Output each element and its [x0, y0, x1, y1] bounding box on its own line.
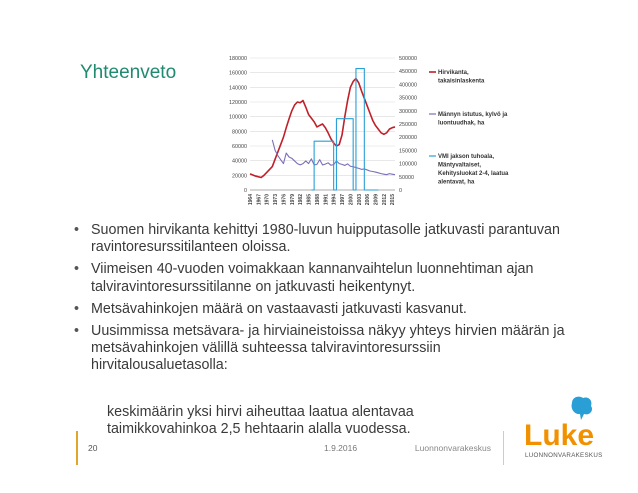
x-tick-label: 2000	[348, 194, 355, 206]
logo-wordmark: Luke	[524, 419, 595, 452]
x-tick-label: 1973	[273, 194, 280, 206]
y-left-tick-label: 0	[244, 188, 247, 194]
x-tick-label: 1964	[248, 194, 254, 206]
bullet-item: • Viimeisen 40-vuoden voimakkaan kannanvaihtelun luonnehtiman ajan talviravintoresurssitilanne on jatkuvasti heikentynyt.	[72, 261, 572, 295]
chart-right-axis	[399, 56, 417, 194]
speech-bubble-icon	[572, 397, 592, 420]
series-line-3	[311, 69, 378, 190]
x-tick-label: 1967	[256, 194, 263, 206]
series-line-1	[250, 79, 395, 178]
bullet-list	[72, 222, 572, 380]
x-tick-label: 1994	[331, 194, 338, 206]
bullet-item: • Uusimmissa metsävara- ja hirviaineistoissa näkyy yhteys hirvien määrän ja metsävahinkojen välillä suhteessa talviravintoresurssiin hirvitalousaluetasolla:	[72, 323, 572, 375]
y-right-tick-label: 450000	[399, 69, 417, 76]
footer-divider	[76, 431, 78, 465]
y-right-tick-label: 0	[399, 188, 402, 194]
x-tick-label: 1988	[314, 194, 321, 206]
luke-logo	[521, 395, 611, 461]
y-right-tick-label: 50000	[399, 174, 414, 181]
x-tick-label: 1979	[289, 194, 296, 206]
y-right-tick-label: 150000	[399, 148, 417, 155]
y-left-tick-label: 180000	[229, 56, 247, 62]
legend-entry: VMI jakson tuhoala, Mäntyvaltaiset, Kehitysluokat 2-4, laatua alentavat, ha	[438, 154, 509, 186]
x-tick-label: 1976	[281, 194, 288, 206]
y-right-tick-label: 350000	[399, 95, 417, 102]
y-left-tick-label: 120000	[229, 100, 247, 106]
x-tick-label: 2003	[356, 194, 363, 206]
chart-legend	[429, 70, 509, 186]
footer-date: 1.9.2016	[324, 443, 358, 453]
x-tick-label: 1991	[323, 194, 330, 206]
x-tick-label: 1997	[340, 194, 347, 206]
logo-tagline: LUONNONVARAKESKUS	[525, 452, 603, 459]
legend-entry: Hirvikanta, takaisinlaskenta	[438, 70, 485, 85]
y-right-tick-label: 100000	[399, 161, 417, 168]
y-right-tick-label: 300000	[399, 108, 417, 115]
chart-x-axis	[248, 190, 396, 205]
x-tick-label: 2015	[390, 194, 397, 206]
x-tick-label: 1985	[306, 194, 313, 206]
slide-title: Yhteenveto	[80, 62, 177, 83]
y-right-tick-label: 250000	[399, 122, 417, 128]
chart-left-axis	[229, 56, 247, 194]
y-left-tick-label: 100000	[229, 114, 247, 121]
y-left-tick-label: 140000	[229, 85, 247, 92]
y-left-tick-label: 160000	[229, 70, 247, 77]
y-left-tick-label: 80000	[232, 129, 247, 136]
legend-entry: Männyn istutus, kylvö ja luontuudhak, ha	[438, 112, 508, 127]
chart-series	[250, 69, 395, 190]
bullet-item: • Suomen hirvikanta kehittyi 1980-luvun huipputasolle jatkuvasti parantuvan ravintoresurssitilanteen oloissa.	[72, 222, 572, 256]
indented-note: keskimäärin yksi hirvi aiheuttaa laatua alentavaa taimikkovahinkoa 2,5 hehtaarin alalla vuodessa.	[107, 404, 414, 438]
bullet-item: • Metsävahinkojen määrä on vastaavasti jatkuvasti kasvanut.	[72, 301, 572, 318]
footer-divider-right	[503, 431, 504, 465]
chart	[214, 52, 538, 218]
y-left-tick-label: 20000	[232, 173, 247, 180]
x-tick-label: 2006	[365, 194, 372, 206]
y-right-tick-label: 500000	[399, 56, 417, 62]
y-right-tick-label: 200000	[399, 135, 417, 142]
x-tick-label: 2012	[381, 194, 388, 206]
footer-organization: Luonnonvarakeskus	[414, 443, 491, 453]
y-left-tick-label: 60000	[232, 144, 247, 150]
x-tick-label: 2009	[373, 194, 380, 206]
x-tick-label: 1970	[264, 194, 271, 206]
y-left-tick-label: 40000	[232, 158, 247, 165]
y-right-tick-label: 400000	[399, 82, 417, 89]
x-tick-label: 1982	[298, 194, 305, 206]
page-number: 20	[88, 443, 98, 453]
